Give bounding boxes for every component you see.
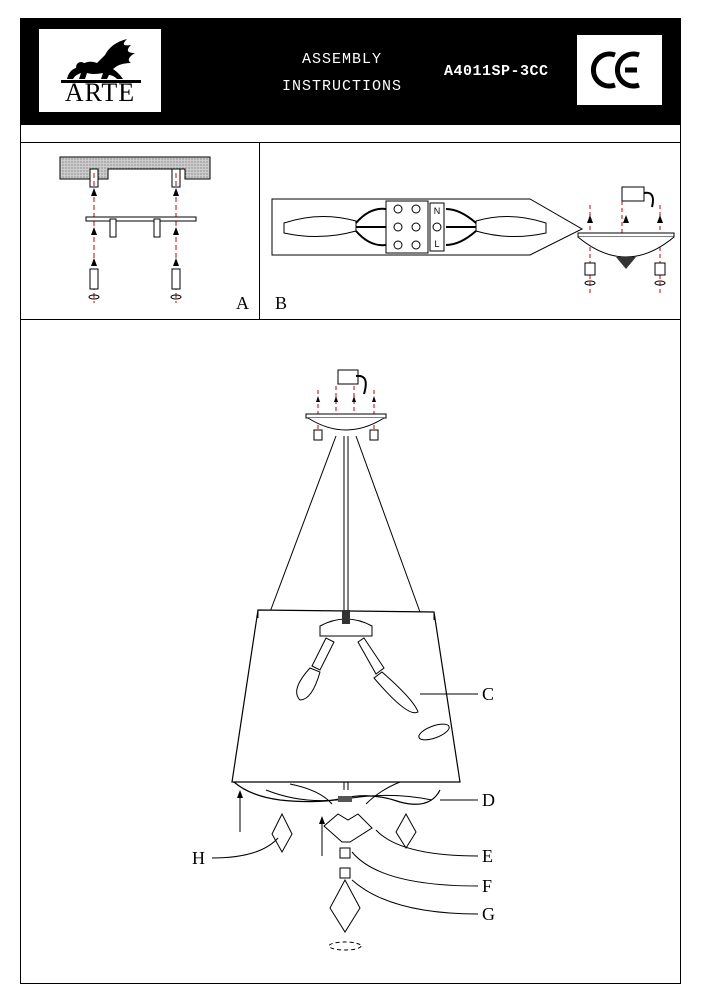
terminal-l-label: L	[434, 239, 440, 249]
callout-e-crystal-cluster: E	[482, 846, 493, 866]
step-a-label: A	[236, 293, 249, 313]
terminal-n-label: N	[433, 206, 441, 216]
ce-mark	[577, 35, 662, 105]
title-line-1: ASSEMBLY	[302, 51, 383, 68]
steps-panel-row	[20, 142, 681, 320]
step-b-label: B	[275, 293, 288, 313]
ce-mark-icon	[577, 35, 662, 105]
logo-wordmark: ARTE	[64, 78, 136, 107]
ceiling-mount-diagram	[20, 143, 259, 319]
callout-h-side-crystal: H	[192, 848, 205, 868]
callout-g-pendant-crystal: G	[482, 904, 495, 924]
assembly-diagram-panel	[20, 320, 681, 984]
header-bar	[20, 18, 681, 125]
chandelier-exploded-view	[20, 320, 681, 984]
step-a-panel	[20, 143, 260, 319]
callout-f-connector: F	[482, 876, 493, 896]
wiring-diagram	[260, 143, 681, 319]
title-line-2: INSTRUCTIONS	[282, 78, 403, 95]
model-number: A4011SP-3CC	[444, 63, 549, 80]
brand-logo	[39, 29, 161, 112]
step-b-panel	[260, 143, 681, 319]
callout-c-shade: C	[482, 684, 495, 704]
callout-d-frame: D	[482, 790, 495, 810]
document-title	[282, 46, 402, 100]
